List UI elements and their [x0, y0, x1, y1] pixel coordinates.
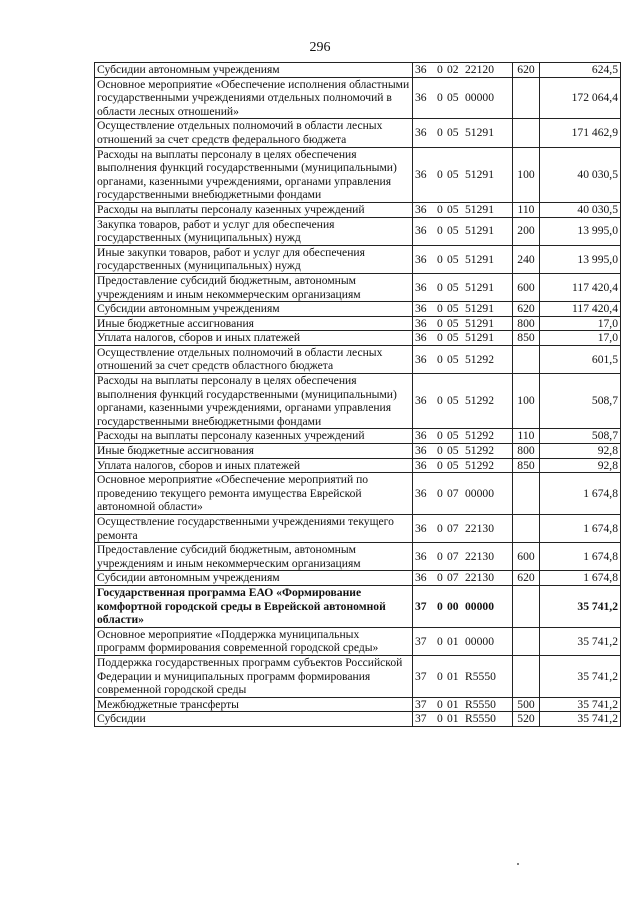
- code-part: 07: [447, 571, 459, 585]
- code-part: 05: [447, 224, 459, 238]
- code-part: 37: [415, 669, 427, 683]
- code-part: 36: [415, 91, 427, 105]
- expense-name-cell: Закупка товаров, работ и услуг для обеспечения государственных (муниципальных) нужд: [95, 217, 413, 245]
- code-part: 51291: [465, 126, 494, 140]
- table-row: [95, 316, 621, 331]
- code-part: 05: [447, 458, 459, 472]
- expense-name-cell: Осуществление отдельных полномочий в области лесных отношений за счет средств федерального бюджета: [95, 119, 413, 147]
- code-part: 0: [437, 316, 443, 330]
- amount-cell: 92,8: [540, 444, 621, 459]
- expense-name-cell: Расходы на выплаты персоналу в целях обеспечения выполнения функций государственными (муниципальными) органами, казенными учреждениями, органами управления государственными внебюджетными фондами: [95, 147, 413, 202]
- code-part: 36: [415, 202, 427, 216]
- expense-type-cell: 500: [513, 697, 540, 712]
- target-article-code-cell: [413, 655, 513, 697]
- code-part: 0: [437, 712, 443, 726]
- code-part: 05: [447, 331, 459, 345]
- table-row: [95, 697, 621, 712]
- expense-name-cell: Поддержка государственных программ субъектов Российской Федерации и муниципальных программ формирования современной городской среды: [95, 655, 413, 697]
- budget-table: [94, 62, 621, 727]
- expense-name-cell: Осуществление отдельных полномочий в области лесных отношений за счет средств областного бюджета: [95, 345, 413, 373]
- amount-cell: 35 741,2: [540, 712, 621, 727]
- target-article-code-cell: [413, 147, 513, 202]
- amount-cell: 508,7: [540, 429, 621, 444]
- table-row: [95, 374, 621, 429]
- expense-name-cell: Иные бюджетные ассигнования: [95, 316, 413, 331]
- code-part: 36: [415, 521, 427, 535]
- code-part: 51292: [465, 444, 494, 458]
- expense-type-cell: [513, 515, 540, 543]
- expense-type-cell: 850: [513, 458, 540, 473]
- expense-type-cell: 520: [513, 712, 540, 727]
- code-part: 05: [447, 394, 459, 408]
- code-part: 51291: [465, 167, 494, 181]
- code-part: 22120: [465, 63, 494, 76]
- code-part: 0: [437, 444, 443, 458]
- code-part: 00: [447, 599, 459, 613]
- target-article-code-cell: [413, 585, 513, 627]
- code-part: 0: [437, 549, 443, 563]
- target-article-code-cell: [413, 77, 513, 119]
- target-article-code-cell: [413, 63, 513, 78]
- code-part: 51291: [465, 202, 494, 216]
- code-part: 01: [447, 634, 459, 648]
- amount-cell: 13 995,0: [540, 245, 621, 273]
- expense-name-cell: Основное мероприятие «Обеспечение исполнения областными государственными учреждениями отдельных полномочий в области лесных отношений»: [95, 77, 413, 119]
- code-part: 02: [447, 63, 459, 76]
- expense-type-cell: 600: [513, 273, 540, 301]
- expense-type-cell: [513, 585, 540, 627]
- table-row: [95, 273, 621, 301]
- code-part: 36: [415, 252, 427, 266]
- table-row: [95, 627, 621, 655]
- target-article-code-cell: [413, 374, 513, 429]
- target-article-code-cell: [413, 302, 513, 317]
- code-part: R5550: [465, 669, 496, 683]
- expense-name-cell: Субсидии автономным учреждениям: [95, 302, 413, 317]
- amount-cell: 35 741,2: [540, 627, 621, 655]
- amount-cell: 1 674,8: [540, 515, 621, 543]
- code-part: 0: [437, 202, 443, 216]
- code-part: 0: [437, 252, 443, 266]
- code-part: 36: [415, 429, 427, 443]
- amount-cell: 35 741,2: [540, 655, 621, 697]
- code-part: 36: [415, 444, 427, 458]
- code-part: 51291: [465, 252, 494, 266]
- code-part: 36: [415, 394, 427, 408]
- target-article-code-cell: [413, 515, 513, 543]
- table-row: [95, 63, 621, 78]
- table-row: [95, 202, 621, 217]
- scan-speck: [517, 863, 519, 865]
- expense-type-cell: [513, 655, 540, 697]
- code-part: 07: [447, 486, 459, 500]
- table-row: [95, 302, 621, 317]
- code-part: 36: [415, 352, 427, 366]
- table-row: [95, 458, 621, 473]
- code-part: 0: [437, 63, 443, 76]
- code-part: 37: [415, 712, 427, 726]
- table-row: [95, 571, 621, 586]
- code-part: 07: [447, 521, 459, 535]
- code-part: 01: [447, 697, 459, 711]
- amount-cell: 35 741,2: [540, 697, 621, 712]
- expense-name-cell: Иные закупки товаров, работ и услуг для обеспечения государственных (муниципальных) нужд: [95, 245, 413, 273]
- amount-cell: 17,0: [540, 316, 621, 331]
- code-part: 51292: [465, 458, 494, 472]
- code-part: 22130: [465, 571, 494, 585]
- target-article-code-cell: [413, 202, 513, 217]
- code-part: R5550: [465, 697, 496, 711]
- code-part: 0: [437, 91, 443, 105]
- code-part: 36: [415, 126, 427, 140]
- code-part: 05: [447, 202, 459, 216]
- table-row: [95, 712, 621, 727]
- expense-name-cell: Расходы на выплаты персоналу казенных учреждений: [95, 202, 413, 217]
- code-part: 00000: [465, 599, 494, 613]
- code-part: 36: [415, 316, 427, 330]
- amount-cell: 624,5: [540, 63, 621, 78]
- expense-name-cell: Расходы на выплаты персоналу в целях обеспечения выполнения функций государственными (муниципальными) органами, казенными учреждениями, органами управления государственными внебюджетными фондами: [95, 374, 413, 429]
- expense-type-cell: 100: [513, 147, 540, 202]
- target-article-code-cell: [413, 627, 513, 655]
- amount-cell: 1 674,8: [540, 571, 621, 586]
- code-part: 36: [415, 571, 427, 585]
- code-part: 37: [415, 697, 427, 711]
- target-article-code-cell: [413, 444, 513, 459]
- amount-cell: 1 674,8: [540, 473, 621, 515]
- code-part: 37: [415, 634, 427, 648]
- code-part: 51291: [465, 316, 494, 330]
- code-part: 0: [437, 126, 443, 140]
- target-article-code-cell: [413, 245, 513, 273]
- table-row: [95, 515, 621, 543]
- expense-type-cell: 800: [513, 444, 540, 459]
- code-part: 01: [447, 712, 459, 726]
- expense-type-cell: 600: [513, 543, 540, 571]
- code-part: 00000: [465, 486, 494, 500]
- code-part: 0: [437, 486, 443, 500]
- code-part: 51291: [465, 224, 494, 238]
- expense-type-cell: 620: [513, 63, 540, 78]
- target-article-code-cell: [413, 429, 513, 444]
- expense-type-cell: 200: [513, 217, 540, 245]
- code-part: 0: [437, 280, 443, 294]
- expense-type-cell: [513, 77, 540, 119]
- amount-cell: 92,8: [540, 458, 621, 473]
- code-part: 0: [437, 571, 443, 585]
- expense-type-cell: 100: [513, 374, 540, 429]
- amount-cell: 117 420,4: [540, 273, 621, 301]
- code-part: 22130: [465, 549, 494, 563]
- code-part: 51291: [465, 302, 494, 316]
- expense-type-cell: 620: [513, 302, 540, 317]
- target-article-code-cell: [413, 316, 513, 331]
- expense-type-cell: 800: [513, 316, 540, 331]
- page-number: 296: [309, 40, 331, 55]
- expense-type-cell: 620: [513, 571, 540, 586]
- target-article-code-cell: [413, 345, 513, 373]
- code-part: 36: [415, 458, 427, 472]
- amount-cell: 40 030,5: [540, 147, 621, 202]
- target-article-code-cell: [413, 712, 513, 727]
- expense-name-cell: Основное мероприятие «Поддержка муниципальных программ формирования современной городской среды»: [95, 627, 413, 655]
- code-part: 51292: [465, 394, 494, 408]
- code-part: 0: [437, 224, 443, 238]
- code-part: 0: [437, 521, 443, 535]
- code-part: 0: [437, 394, 443, 408]
- code-part: 05: [447, 352, 459, 366]
- code-part: 05: [447, 167, 459, 181]
- expense-type-cell: 850: [513, 331, 540, 346]
- code-part: 51292: [465, 352, 494, 366]
- table-row: [95, 429, 621, 444]
- expense-name-cell: Субсидии автономным учреждениям: [95, 63, 413, 78]
- expense-name-cell: Иные бюджетные ассигнования: [95, 444, 413, 459]
- target-article-code-cell: [413, 571, 513, 586]
- code-part: 00000: [465, 634, 494, 648]
- table-row: [95, 245, 621, 273]
- target-article-code-cell: [413, 119, 513, 147]
- code-part: 0: [437, 352, 443, 366]
- code-part: 51291: [465, 331, 494, 345]
- target-article-code-cell: [413, 273, 513, 301]
- code-part: 0: [437, 429, 443, 443]
- code-part: 0: [437, 697, 443, 711]
- code-part: 0: [437, 669, 443, 683]
- code-part: 36: [415, 167, 427, 181]
- target-article-code-cell: [413, 697, 513, 712]
- expense-type-cell: 240: [513, 245, 540, 273]
- expense-name-cell: Субсидии: [95, 712, 413, 727]
- code-part: 51292: [465, 429, 494, 443]
- code-part: 0: [437, 634, 443, 648]
- code-part: 05: [447, 444, 459, 458]
- amount-cell: 40 030,5: [540, 202, 621, 217]
- table-row: [95, 473, 621, 515]
- expense-name-cell: Субсидии автономным учреждениям: [95, 571, 413, 586]
- code-part: 0: [437, 167, 443, 181]
- amount-cell: 601,5: [540, 345, 621, 373]
- code-part: 36: [415, 63, 427, 76]
- target-article-code-cell: [413, 473, 513, 515]
- expense-type-cell: 110: [513, 429, 540, 444]
- target-article-code-cell: [413, 217, 513, 245]
- code-part: 22130: [465, 521, 494, 535]
- code-part: 05: [447, 302, 459, 316]
- table-row: [95, 147, 621, 202]
- expense-name-cell: Уплата налогов, сборов и иных платежей: [95, 458, 413, 473]
- code-part: 36: [415, 302, 427, 316]
- expense-name-cell: Межбюджетные трансферты: [95, 697, 413, 712]
- amount-cell: 17,0: [540, 331, 621, 346]
- code-part: 05: [447, 429, 459, 443]
- code-part: 05: [447, 126, 459, 140]
- expense-name-cell: Осуществление государственными учреждениями текущего ремонта: [95, 515, 413, 543]
- code-part: 0: [437, 599, 443, 613]
- expense-type-cell: [513, 627, 540, 655]
- table-row: [95, 119, 621, 147]
- amount-cell: 172 064,4: [540, 77, 621, 119]
- code-part: 01: [447, 669, 459, 683]
- table-row: [95, 345, 621, 373]
- amount-cell: 508,7: [540, 374, 621, 429]
- code-part: 00000: [465, 91, 494, 105]
- amount-cell: 1 674,8: [540, 543, 621, 571]
- code-part: 05: [447, 316, 459, 330]
- code-part: R5550: [465, 712, 496, 726]
- code-part: 07: [447, 549, 459, 563]
- code-part: 05: [447, 91, 459, 105]
- code-part: 0: [437, 458, 443, 472]
- amount-cell: 117 420,4: [540, 302, 621, 317]
- code-part: 0: [437, 331, 443, 345]
- expense-name-cell: Предоставление субсидий бюджетным, автономным учреждениям и иным некоммерческим организациям: [95, 273, 413, 301]
- target-article-code-cell: [413, 458, 513, 473]
- table-row: [95, 217, 621, 245]
- expense-type-cell: [513, 345, 540, 373]
- target-article-code-cell: [413, 543, 513, 571]
- target-article-code-cell: [413, 331, 513, 346]
- code-part: 05: [447, 252, 459, 266]
- code-part: 36: [415, 224, 427, 238]
- amount-cell: 171 462,9: [540, 119, 621, 147]
- code-part: 05: [447, 280, 459, 294]
- code-part: 36: [415, 280, 427, 294]
- expense-type-cell: 110: [513, 202, 540, 217]
- code-part: 51291: [465, 280, 494, 294]
- code-part: 37: [415, 599, 427, 613]
- code-part: 36: [415, 486, 427, 500]
- expense-name-cell: Предоставление субсидий бюджетным, автономным учреждениям и иным некоммерческим организациям: [95, 543, 413, 571]
- table-row: [95, 444, 621, 459]
- expense-type-cell: [513, 473, 540, 515]
- expense-type-cell: [513, 119, 540, 147]
- expense-name-cell: Основное мероприятие «Обеспечение мероприятий по проведению текущего ремонта имущества Еврейской автономной области»: [95, 473, 413, 515]
- code-part: 36: [415, 331, 427, 345]
- table-row: [95, 655, 621, 697]
- amount-cell: 35 741,2: [540, 585, 621, 627]
- table-row: [95, 585, 621, 627]
- amount-cell: 13 995,0: [540, 217, 621, 245]
- expense-name-cell: Государственная программа ЕАО «Формирование комфортной городской среды в Еврейской автономной области»: [95, 585, 413, 627]
- table-row: [95, 543, 621, 571]
- table-row: [95, 77, 621, 119]
- table-row: [95, 331, 621, 346]
- code-part: 0: [437, 302, 443, 316]
- expense-name-cell: Уплата налогов, сборов и иных платежей: [95, 331, 413, 346]
- expense-name-cell: Расходы на выплаты персоналу казенных учреждений: [95, 429, 413, 444]
- code-part: 36: [415, 549, 427, 563]
